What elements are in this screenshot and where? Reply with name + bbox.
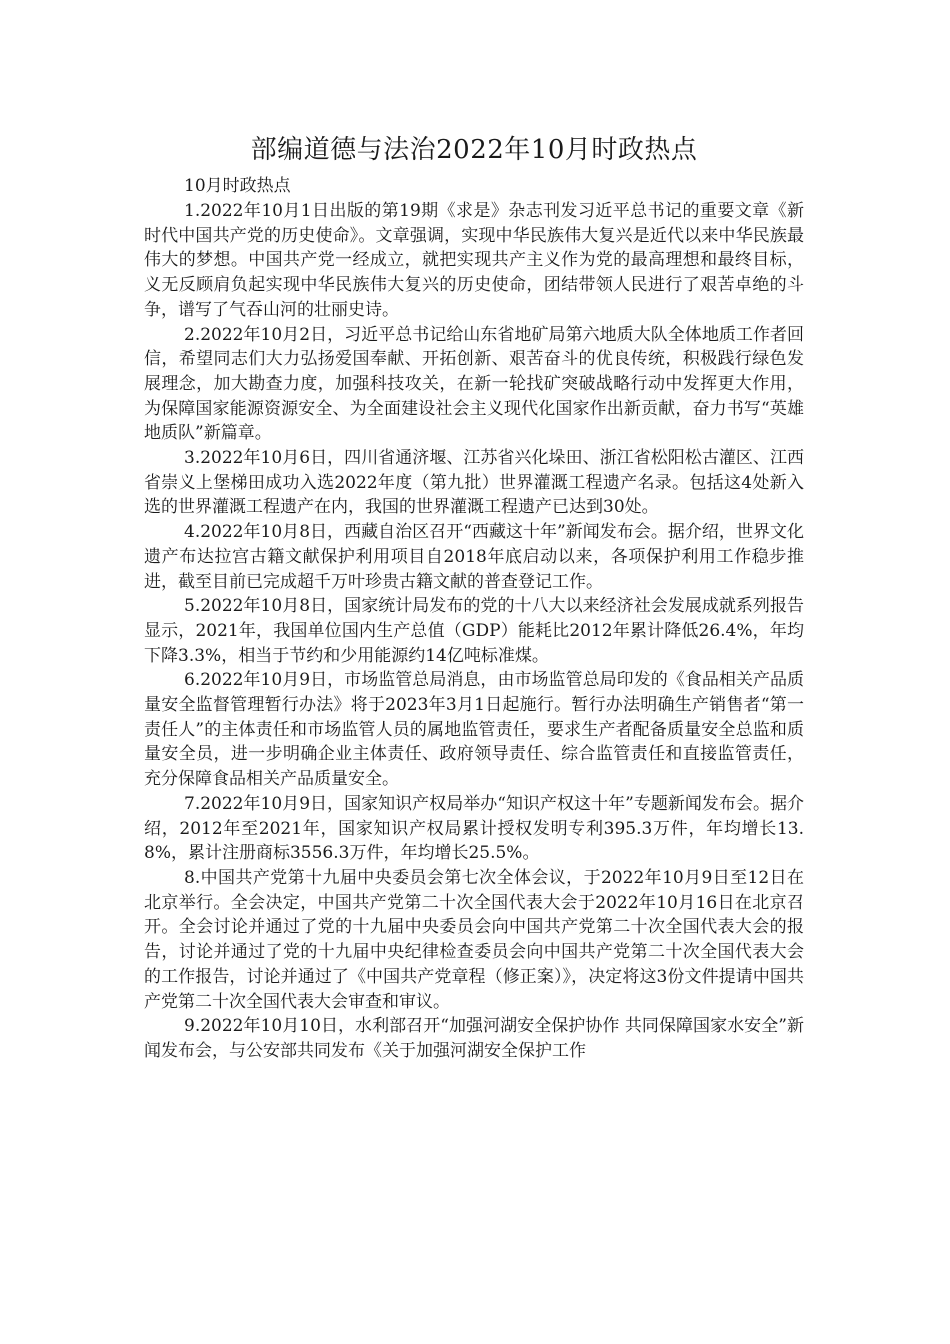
paragraph-6: 6.2022年10月9日，市场监管总局消息，由市场监管总局印发的《食品相关产品质量安全监督管理暂行办法》将于2023年3月1日起施行。暂行办法明确生产销售者“第一责任人”的主体责任和市场监管人员的属地监管责任，要求生产者配备质量安全总监和质量安全员，进一步明确企业主体责任、政府领导责任、综合监管责任和直接监管责任，充分保障食品相关产品质量安全。 [144, 670, 804, 790]
document-body [144, 128, 804, 1064]
paragraph-8: 8.中国共产党第十九届中央委员会第七次全体会议，于2022年10月9日至12日在北京举行。全会决定，中国共产党第二十次全国代表大会于2022年10月16日在北京召开。全会讨论并通过了党的十九届中央委员会向中国共产党第二十次全国代表大会的报告，讨论并通过了党的十九届中央纪律检查委员会向中国共产党第二十次全国代表大会的工作报告，讨论并通过了《中国共产党章程（修正案）》，决定将这3份文件提请中国共产党第二十次全国代表大会审查和审议。 [144, 867, 804, 1012]
paragraph-1: 1.2022年10月1日出版的第19期《求是》杂志刊发习近平总书记的重要文章《新时代中国共产党的历史使命》。文章强调，实现中华民族伟大复兴是近代以来中华民族最伟大的梦想。中国共产党一经成立，就把实现共产主义作为党的最高理想和最终目标，义无反顾肩负起实现中华民族伟大复兴的历史使命，团结带领人民进行了艰苦卓绝的斗争，谱写了气吞山河的壮丽史诗。 [144, 201, 804, 320]
paragraph-7: 7.2022年10月9日，国家知识产权局举办“知识产权这十年”专题新闻发布会。据介绍，2012年至2021年，国家知识产权局累计授权发明专利395.3万件，年均增长13.8%，累计注册商标3556.3万件，年均增长25.5%。 [144, 793, 804, 864]
document-title: 部编道德与法治2022年10月时政热点 [250, 135, 698, 165]
paragraph-3: 3.2022年10月6日，四川省通济堰、江苏省兴化垛田、浙江省松阳松古灌区、江西省崇义上堡梯田成功入选2022年度（第九批）世界灌溉工程遗产名录。包括这4处新入选的世界灌溉工程遗产在内，我国的世界灌溉工程遗产已达到30处。 [144, 448, 804, 518]
section-heading: 10月时政热点 [184, 176, 291, 196]
paragraph-2: 2.2022年10月2日，习近平总书记给山东省地矿局第六地质大队全体地质工作者回信，希望同志们大力弘扬爱国奉献、开拓创新、艰苦奋斗的优良传统，积极践行绿色发展理念，加大勘查力度，加强科技攻关，在新一轮找矿突破战略行动中发挥更大作用，为保障国家能源资源安全、为全面建设社会主义现代化国家作出新贡献，奋力书写“英雄地质队”新篇章。 [144, 324, 804, 444]
paragraph-4: 4.2022年10月8日，西藏自治区召开“西藏这十年”新闻发布会。据介绍，世界文化遗产布达拉宫古籍文献保护利用项目自2018年底启动以来，各项保护利用工作稳步推进，截至目前已完成超千万叶珍贵古籍文献的普查登记工作。 [144, 522, 804, 592]
paragraph-5: 5.2022年10月8日，国家统计局发布的党的十八大以来经济社会发展成就系列报告显示，2021年，我国单位国内生产总值（GDP）能耗比2012年累计降低26.4%，年均下降3.3%，相当于节约和少用能源约14亿吨标准煤。 [144, 596, 804, 666]
paragraph-9: 9.2022年10月10日，水利部召开“加强河湖安全保护协作 共同保障国家水安全”新闻发布会，与公安部共同发布《关于加强河湖安全保护工作 [144, 1016, 804, 1061]
